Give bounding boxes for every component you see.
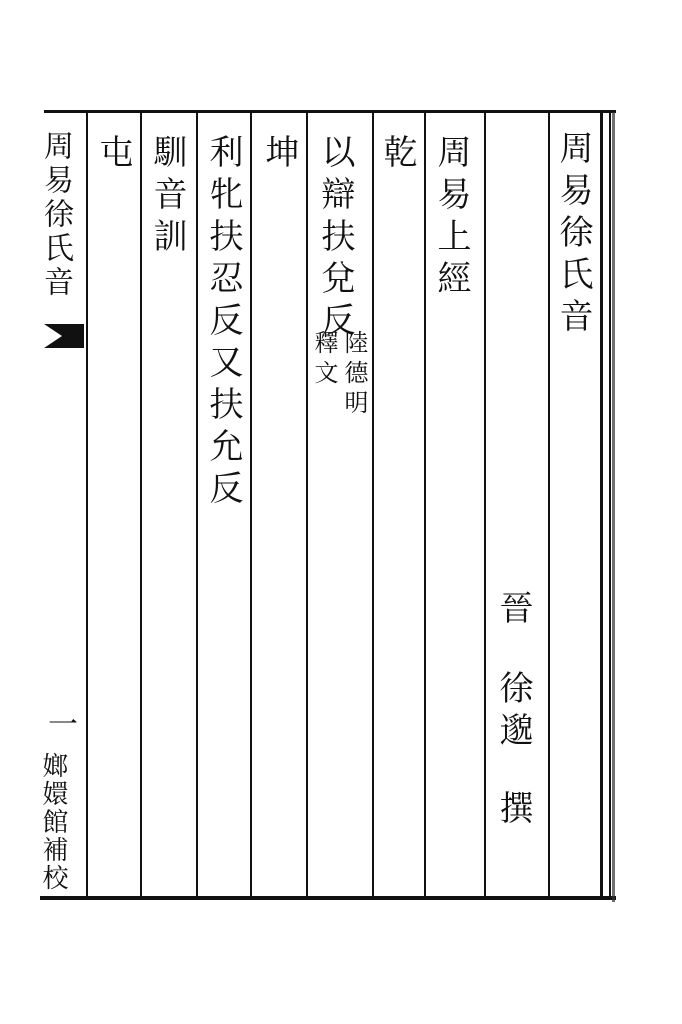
margin-title: 周易徐氏音 <box>38 130 73 300</box>
entry-gloss: 以辯扶兌反 <box>315 134 355 344</box>
entry-gloss: 利牝扶忍反又扶允反 <box>203 134 243 512</box>
column-divider <box>140 112 142 898</box>
column-divider <box>196 112 198 898</box>
column-divider <box>484 112 486 898</box>
author-dynasty: 晉 <box>493 590 533 632</box>
column-divider <box>372 112 374 898</box>
margin-collection: 嫏嬛館補校 <box>38 752 68 892</box>
column-divider <box>424 112 426 898</box>
entry-note-author: 陸德明 <box>340 330 368 420</box>
entry-word-qian: 乾 <box>377 134 417 176</box>
frame-top-border <box>44 110 616 113</box>
frame-right-edge <box>612 112 615 902</box>
column-divider <box>250 112 252 898</box>
fishtail-mark-icon <box>44 322 84 350</box>
column-divider <box>548 112 550 898</box>
author-name: 徐邈 <box>493 670 533 754</box>
entry-note-source: 釋文 <box>310 330 338 390</box>
author-role: 撰 <box>493 790 533 832</box>
entry-word-tun: 屯 <box>93 134 133 176</box>
book-title: 周易徐氏音 <box>553 130 593 340</box>
frame-bottom-border <box>40 896 616 900</box>
entry-gloss: 馴音訓 <box>147 134 187 260</box>
entry-word-kun: 坤 <box>259 134 299 176</box>
column-divider <box>86 112 88 898</box>
section-heading: 周易上經 <box>431 134 471 302</box>
column-divider <box>306 112 308 898</box>
margin-leaf-number: 一 <box>42 708 77 742</box>
frame-right-border <box>600 112 611 898</box>
